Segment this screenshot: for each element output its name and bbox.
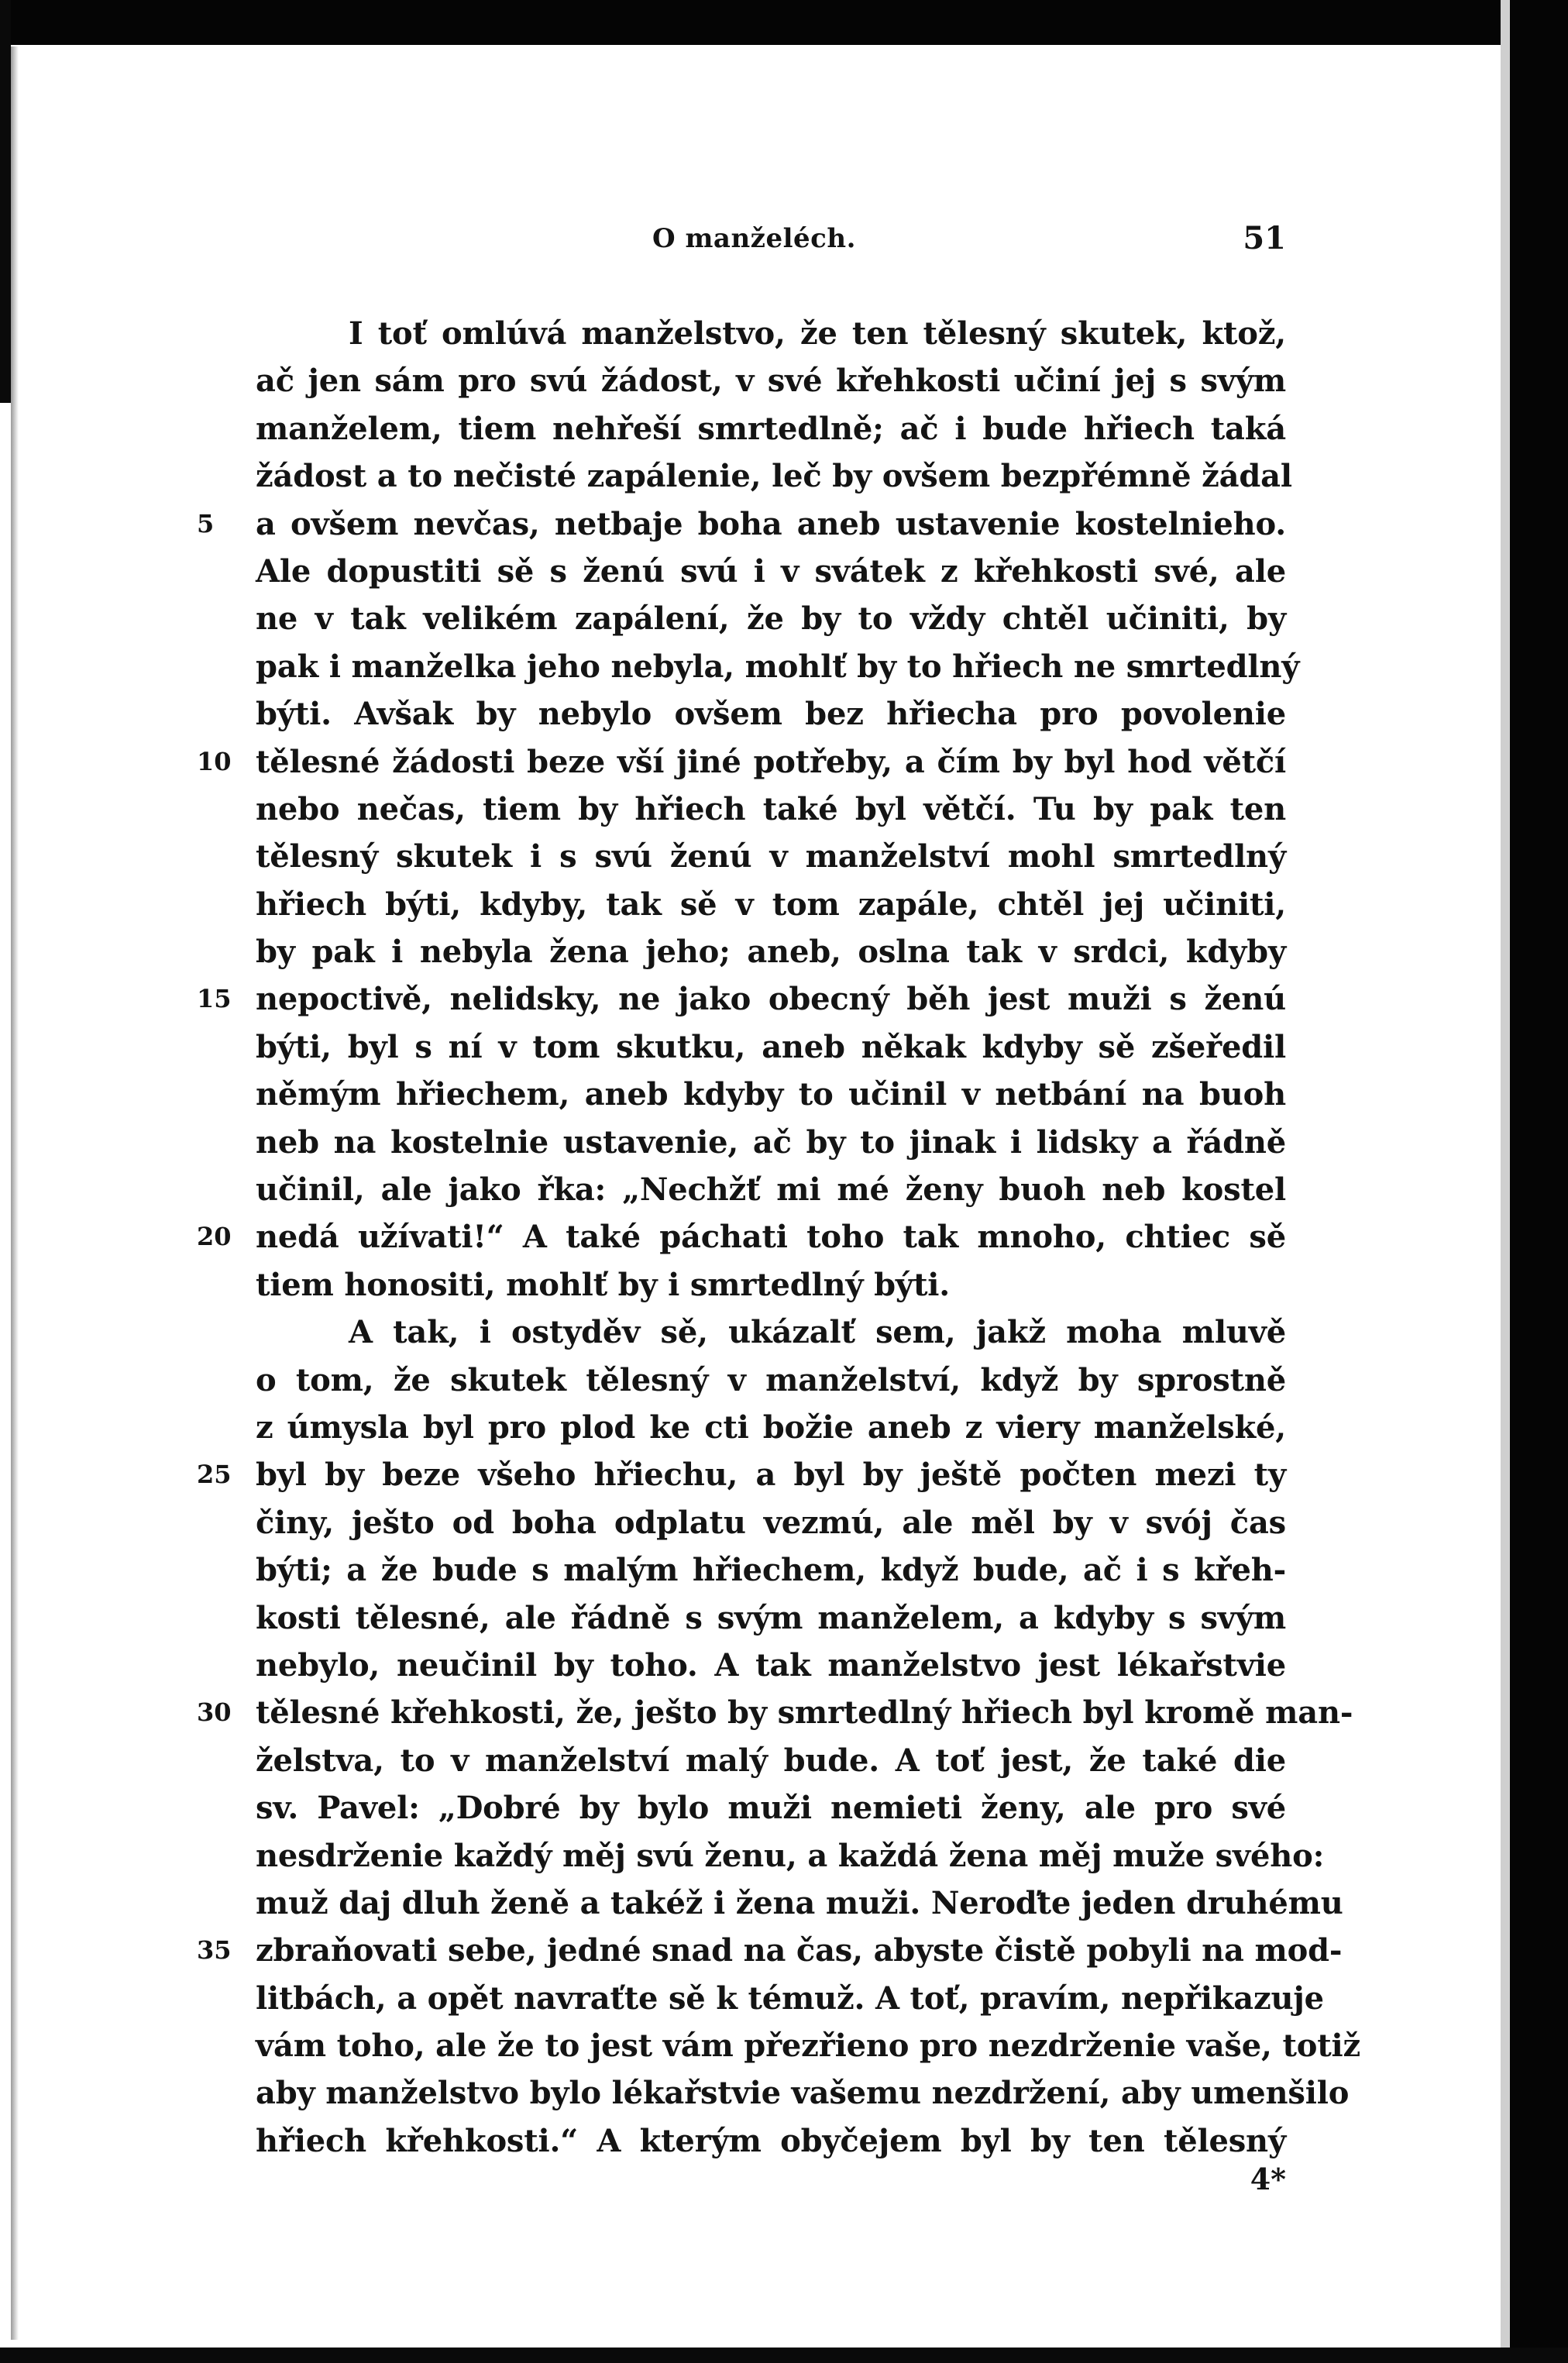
- line-text: sv. Pavel: „Dobré by bylo muži nemieti ženy, ale pro své: [256, 1790, 1286, 1827]
- text-line: [256, 1309, 1286, 1356]
- text-line: [256, 2069, 1350, 2117]
- line-text: nesdrženie každý měj svú ženu, a každá žena měj muže svého:: [256, 1837, 1325, 1874]
- text-line: [256, 452, 1292, 500]
- text-line: [256, 1261, 1286, 1309]
- line-text: o tom, že skutek tělesný v manželství, když by sprostně: [256, 1361, 1286, 1398]
- line-text: tělesný skutek i s svú ženú v manželství mohl smrtedlný: [256, 838, 1286, 875]
- text-line: [256, 1166, 1286, 1213]
- signature-mark: 4*: [1250, 2162, 1286, 2196]
- text-line: [256, 1357, 1286, 1404]
- line-text: pak i manželka jeho nebyla, mohlť by to hřiech ne smrtedlný: [256, 648, 1300, 685]
- text-line: [256, 1404, 1286, 1451]
- line-text: býti, byl s ní v tom skutku, aneb někak kdyby sě zšeředil: [256, 1028, 1286, 1065]
- line-text: nebylo, neučinil by toho. A tak manželstvo jest lékařstvie: [256, 1646, 1286, 1684]
- page-gutter-shadow: [11, 46, 19, 2340]
- line-text: želstva, to v manželství malý bude. A toť jest, že také die: [256, 1742, 1286, 1779]
- line-text: z úmysla byl pro plod ke cti božie aneb z viery manželské,: [256, 1409, 1286, 1446]
- scan-border-right: [1510, 0, 1568, 2363]
- line-text: litbách, a opět navraťte sě k témuž. A toť, pravím, nepřikazuje: [256, 1979, 1324, 2017]
- text-line: [256, 1119, 1286, 1166]
- line-text: neb na kostelnie ustavenie, ač by to jinak i lidsky a řádně: [256, 1123, 1286, 1161]
- line-text: ne v tak velikém zapálení, že by to vždy chtěl učiniti, by: [256, 600, 1286, 638]
- text-line: [256, 595, 1286, 642]
- line-number: 20: [197, 1222, 232, 1252]
- text-line: [256, 310, 1286, 357]
- text-line: [197, 1927, 1343, 1974]
- line-text: nepoctivě, nelidsky, ne jako obecný běh jest muži s ženú: [256, 981, 1286, 1018]
- line-text: ač jen sám pro svú žádost, v své křehkosti učiní jej s svým: [256, 363, 1286, 400]
- text-line: [197, 1451, 1286, 1498]
- line-text: aby manželstvo bylo lékařstvie vašemu nezdržení, aby umenšilo: [256, 2075, 1350, 2112]
- line-number: 30: [197, 1697, 232, 1728]
- text-line: [197, 500, 1286, 548]
- line-text: hřiech křehkosti.“ A kterým obyčejem byl by ten tělesný: [256, 2122, 1286, 2159]
- text-line: [256, 881, 1286, 928]
- scan-border-right-edge: [1501, 0, 1510, 2363]
- text-line: [256, 1784, 1286, 1832]
- text-line: [256, 1546, 1286, 1594]
- line-text: kosti tělesné, ale řádně s svým manželem, a kdyby s svým: [256, 1599, 1286, 1636]
- line-number: 25: [197, 1460, 232, 1490]
- text-line: [256, 1023, 1286, 1071]
- body-text: [197, 310, 1360, 2165]
- line-text: býti; a že bude s malým hřiechem, když bude, ač i s křeh-: [256, 1552, 1286, 1589]
- text-line: [256, 928, 1286, 975]
- line-number: 5: [197, 508, 215, 538]
- scan-border-top: [0, 0, 1568, 45]
- line-text: činy, ješto od boha odplatu vezmú, ale měl by v svój čas: [256, 1504, 1286, 1541]
- text-line: [256, 357, 1286, 404]
- text-line: [197, 975, 1286, 1023]
- line-text: zbraňovati sebe, jedné snad na čas, abyste čistě pobyli na mod-: [256, 1932, 1343, 1969]
- text-line: [256, 2117, 1286, 2165]
- line-text: tělesné žádosti beze vší jiné potřeby, a čím by byl hod větčí: [256, 743, 1286, 780]
- line-number: 35: [197, 1935, 232, 1966]
- line-text: žádost a to nečisté zapálenie, leč by ovšem bezpřémně žádal: [256, 458, 1292, 495]
- text-line: [256, 1832, 1325, 1880]
- text-line: [256, 1737, 1286, 1784]
- line-text: muž daj dluh ženě a takéž i žena muži. Neroďte jeden druhému: [256, 1884, 1343, 1921]
- line-text: hřiech býti, kdyby, tak sě v tom zapále, chtěl jej učiniti,: [256, 886, 1286, 923]
- text-line: [256, 643, 1300, 690]
- line-text: A tak, i ostyděv sě, ukázalť sem, jakž moha mluvě: [349, 1314, 1286, 1351]
- line-number: 15: [197, 984, 232, 1014]
- text-line: [256, 690, 1286, 738]
- text-line: [256, 1499, 1286, 1546]
- text-line: [256, 833, 1286, 880]
- line-text: býti. Avšak by nebylo ovšem bez hřiecha pro povolenie: [256, 696, 1286, 733]
- line-text: nebo nečas, tiem by hřiech také byl větčí. Tu by pak ten: [256, 790, 1286, 827]
- scan-border-bottom: [0, 2348, 1568, 2363]
- scan-border-left: [0, 0, 11, 403]
- running-title: O manželéch.: [652, 223, 856, 254]
- text-line: [256, 1071, 1286, 1118]
- line-text: nedá užívati!“ A také páchati toho tak mnoho, chtiec sě: [256, 1219, 1286, 1256]
- line-text: vám toho, ale že to jest vám přezřieno pro nezdrženie vaše, totiž: [256, 2028, 1360, 2065]
- text-line: [197, 1689, 1353, 1736]
- line-text: tělesné křehkosti, že, ješto by smrtedlný hřiech byl kromě man-: [256, 1694, 1353, 1732]
- line-text: němým hřiechem, aneb kdyby to učinil v netbání na buoh: [256, 1076, 1286, 1113]
- line-text: byl by beze všeho hřiechu, a byl by ještě počten mezi ty: [256, 1457, 1286, 1494]
- line-text: manželem, tiem nehřeší smrtedlně; ač i bude hřiech taká: [256, 410, 1286, 447]
- line-text: tiem honositi, mohlť by i smrtedlný býti.: [256, 1266, 950, 1303]
- text-line: [197, 1213, 1286, 1261]
- line-text: I toť omlúvá manželstvo, že ten tělesný skutek, ktož,: [349, 315, 1286, 352]
- text-line: [256, 548, 1286, 595]
- text-line: [197, 738, 1286, 786]
- line-text: a ovšem nevčas, netbaje boha aneb ustavenie kostelnieho.: [256, 505, 1286, 542]
- text-line: [256, 1642, 1286, 1689]
- line-number: 10: [197, 746, 232, 776]
- text-line: [256, 1594, 1286, 1642]
- text-line: [256, 1880, 1343, 1927]
- text-line: [256, 1975, 1324, 2022]
- line-text: učinil, ale jako řka: „Nechžť mi mé ženy buoh neb kostel: [256, 1171, 1286, 1209]
- text-line: [256, 2022, 1360, 2069]
- text-line: [256, 405, 1286, 452]
- page-header: [256, 215, 1286, 270]
- line-text: by pak i nebyla žena jeho; aneb, oslna tak v srdci, kdyby: [256, 934, 1286, 971]
- line-text: Ale dopustiti sě s ženú svú i v svátek z křehkosti své, ale: [256, 552, 1286, 590]
- text-line: [256, 786, 1286, 833]
- page-number: 51: [1243, 220, 1286, 256]
